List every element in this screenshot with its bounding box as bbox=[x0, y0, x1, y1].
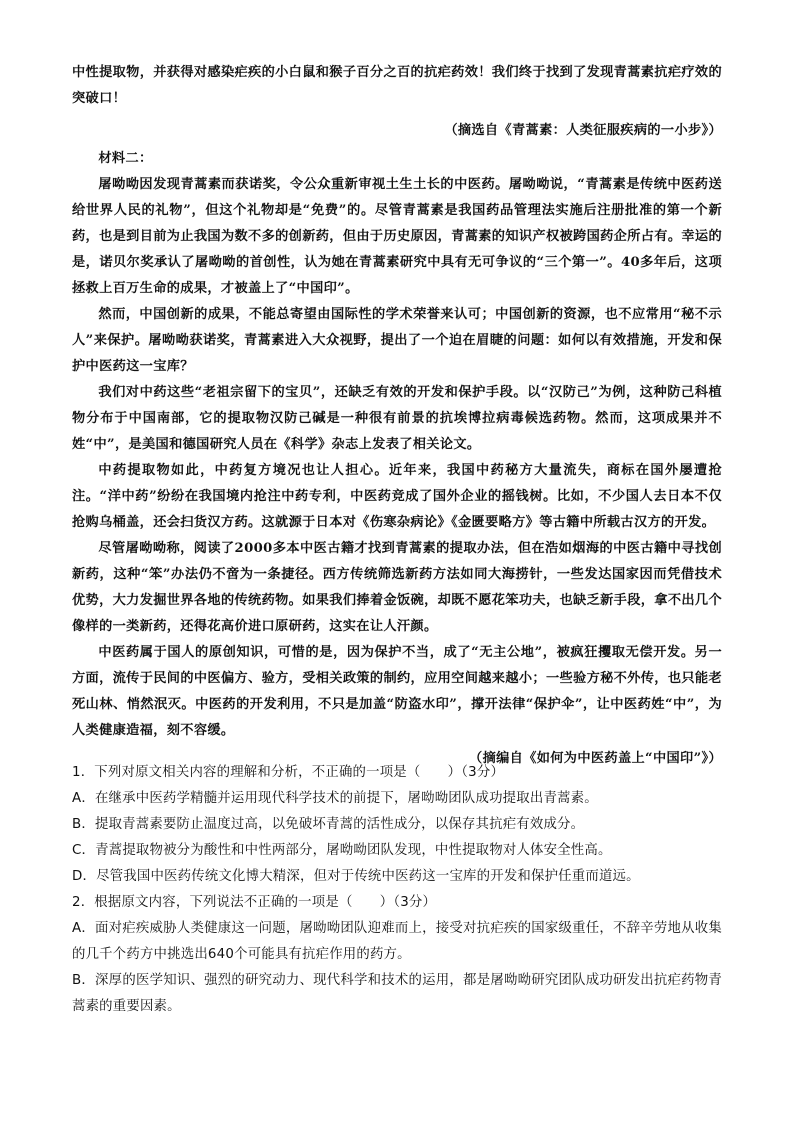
reading-passage bbox=[72, 60, 722, 772]
option-c[interactable]: C．青蒿提取物被分为酸性和中性两部分，屠呦呦团队发现，中性提取物对人体安全性高。 bbox=[72, 843, 612, 858]
intro-tail-paragraph: 中性提取物，并获得对感染疟疾的小白鼠和猴子百分之百的抗疟药效！我们终于找到了发现青蒿素抗疟疗效的突破口！ bbox=[72, 65, 722, 106]
question-stem: 2．根据原文内容，下列说法不正确的一项是（ ）（3分） bbox=[72, 895, 437, 910]
question-2 bbox=[72, 890, 722, 1020]
question-1 bbox=[72, 760, 722, 890]
passage-paragraph: 然而，中国创新的成果，不能总寄望由国际性的学术荣誉来认可；中国创新的资源，也不应常用“秘不示人”来保护。屠呦呦获诺奖，青蒿素进入大众视野，提出了一个迫在眉睫的问题：如何以有效措施，开发和保护中医药这一宝库？ bbox=[72, 307, 722, 374]
option-b[interactable]: B．提取青蒿素要防止温度过高，以免破坏青蒿的活性成分，以保存其抗疟有效成分。 bbox=[72, 817, 585, 832]
option-a[interactable]: A．在继承中医药学精髓并运用现代科学技术的前提下，屠呦呦团队成功提取出青蒿素。 bbox=[72, 791, 598, 806]
option-b[interactable]: B．深厚的医学知识、强烈的研究动力、现代科学和技术的运用，都是屠呦呦研究团队成功研发出抗疟药物青蒿素的重要因素。 bbox=[72, 973, 722, 1014]
source-citation-1: （摘选自《青蒿素：人类征服疾病的一小步》） bbox=[444, 123, 722, 138]
source-citation-2: （摘编自《如何为中医药盖上“中国印”》） bbox=[469, 751, 722, 766]
passage-paragraph: 尽管屠呦呦称，阅读了2000多本中医古籍才找到青蒿素的提取办法，但在浩如烟海的中医古籍中寻找创新药，这种“笨”办法仍不啻为一条捷径。西方传统筛选新药方法如同大海捞针，一些发达国家因而凭借技术优势，大力发掘世界各地的传统药物。如果我们捧着金饭碗，却既不愿花笨功夫，也缺乏新手段，拿不出几个像样的一类新药，还得花高价进口原研药，这实在让人汗颜。 bbox=[72, 541, 722, 634]
passage-paragraph: 我们对中药这些“老祖宗留下的宝贝”，还缺乏有效的开发和保护手段。以“汉防己”为例，这种防己科植物分布于中国南部，它的提取物汉防己碱是一种很有前景的抗埃博拉病毒候选药物。然而，这项成果并不姓“中”，是美国和德国研究人员在《科学》杂志上发表了相关论文。 bbox=[72, 385, 722, 452]
passage-paragraph: 中药提取物如此，中药复方境况也让人担心。近年来，我国中药秘方大量流失，商标在国外屡遭抢注。“洋中药”纷纷在我国境内抢注中药专利，中医药竞成了国外企业的摇钱树。比如，不少国人去日本不仅抢购乌桶盖，还会扫货汉方药。这就源于日本对《伤寒杂病论》《金匮要略方》等古籍中所载古汉方的开发。 bbox=[72, 463, 722, 530]
option-a[interactable]: A．面对疟疾威胁人类健康这一问题，屠呦呦团队迎难而上，接受对抗疟疾的国家级重任，不辞辛劳地从收集的几千个药方中挑选出640个可能具有抗疟作用的药方。 bbox=[72, 921, 722, 962]
option-d[interactable]: D．尽管我国中医药传统文化博大精深，但对于传统中医药这一宝库的开发和保护任重而道远。 bbox=[72, 869, 640, 884]
question-stem: 1．下列对原文相关内容的理解和分析，不正确的一项是（ ）（3分） bbox=[72, 765, 505, 780]
question-section bbox=[72, 760, 722, 1020]
passage-paragraph: 屠呦呦因发现青蒿素而获诺奖，令公众重新审视土生土长的中医药。屠呦呦说，“青蒿素是传统中医药送给世界人民的礼物”，但这个礼物却是“免费”的。尽管青蒿素是我国药品管理法实施后注册批准的第一个新药，也是到目前为止我国为数不多的创新药，但由于历史原因，青蒿素的知识产权被跨国药企所占有。幸运的是，诺贝尔奖承认了屠呦呦的首创性，认为她在青蒿素研究中具有无可争议的“三个第一”。40多年后，这项拯救上百万生命的成果，才被盖上了“中国印”。 bbox=[72, 177, 722, 296]
passage-paragraph: 中医药属于国人的原创知识，可惜的是，因为保护不当，成了“无主公地”，被疯狂攫取无偿开发。另一方面，流传于民间的中医偏方、验方，受相关政策的制约，应用空间越来越小；一些验方秘不外传，也只能老死山林、悄然泯灭。中医药的开发利用，不只是加盖“防盗水印”，撑开法律“保护伞”，让中医药姓“中”，为人类健康造福，刻不容缓。 bbox=[72, 645, 722, 738]
material-2-label: 材料二： bbox=[98, 151, 153, 166]
